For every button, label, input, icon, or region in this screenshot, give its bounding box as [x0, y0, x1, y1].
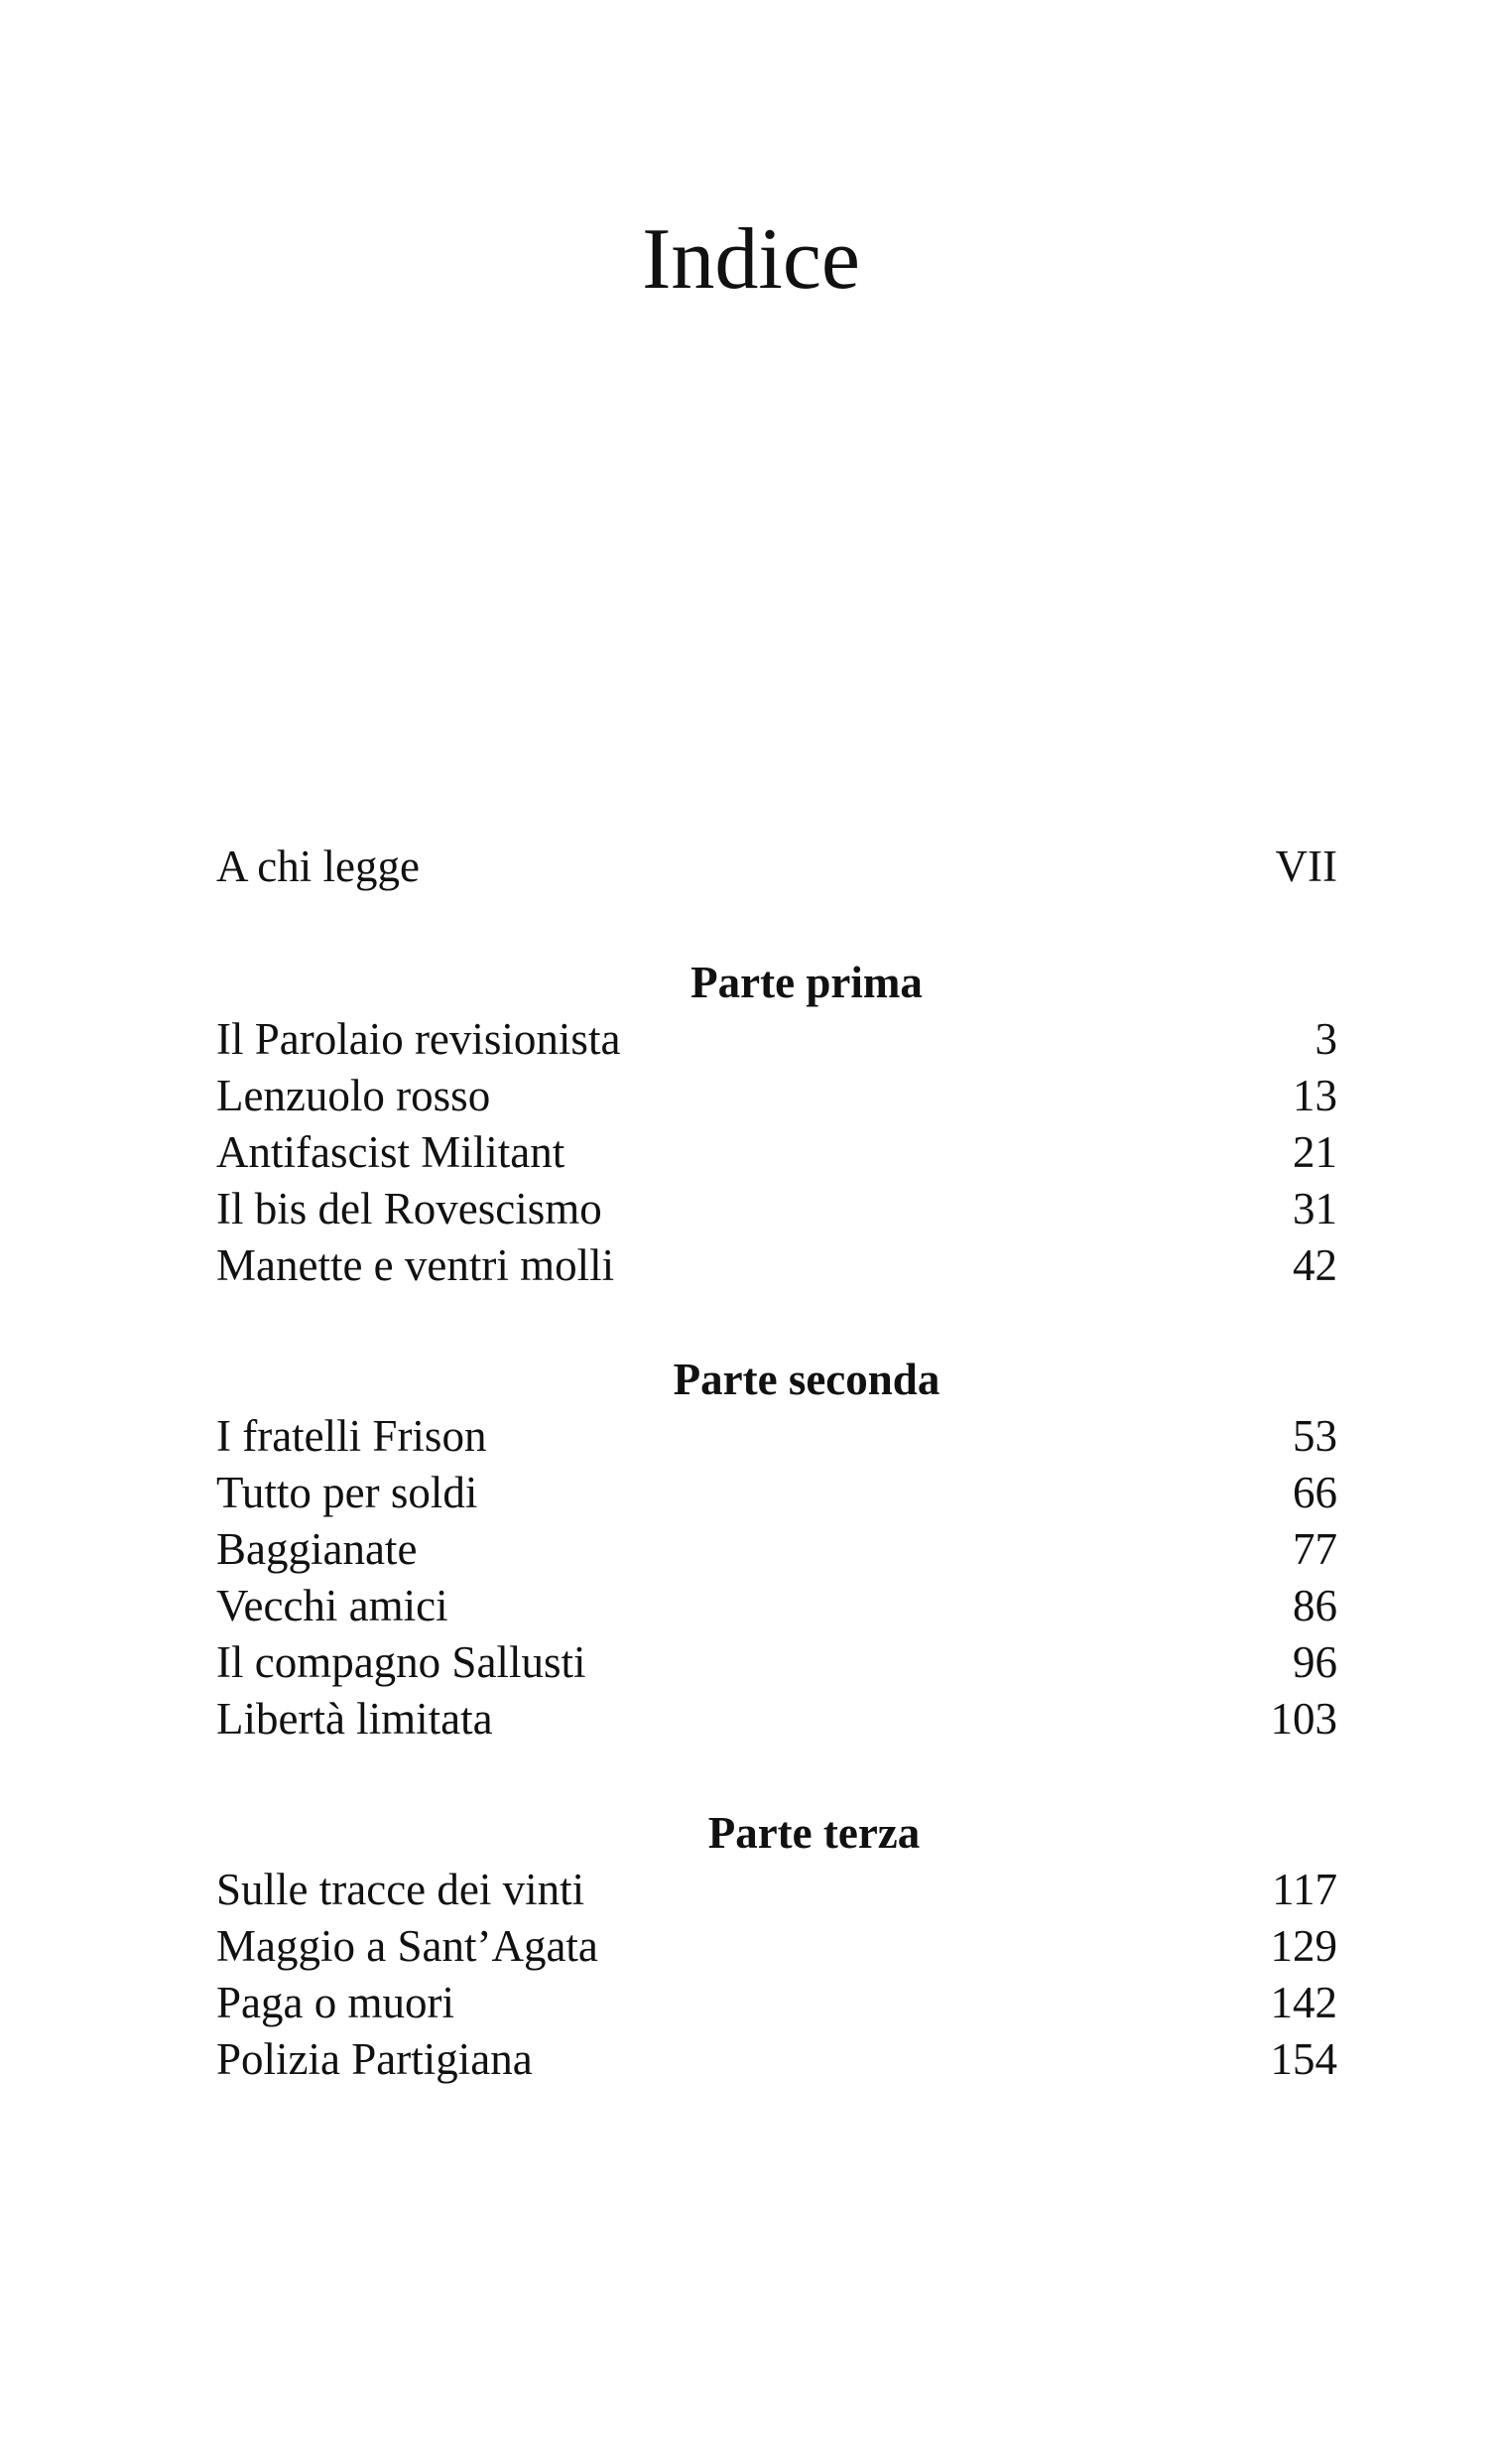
toc-entry-label: Libertà limitata	[216, 1694, 493, 1744]
toc-entry-label: Il bis del Rovescismo	[216, 1184, 602, 1233]
section-parte-prima	[216, 955, 1337, 1294]
toc-entry-label: Polizia Partigiana	[216, 2034, 533, 2084]
toc-entry	[216, 1918, 1337, 1975]
toc-entry-label: A chi legge	[216, 842, 420, 891]
toc-entry	[216, 1691, 1337, 1748]
toc-entry	[216, 1068, 1337, 1124]
toc-entry-label: Paga o muori	[216, 1978, 454, 2027]
toc-entry-page: 86	[1293, 1581, 1337, 1630]
toc-entry	[216, 1521, 1337, 1578]
page-title: Indice	[642, 211, 860, 308]
section-parte-seconda	[216, 1352, 1337, 1748]
toc-entry-page: 31	[1293, 1184, 1337, 1233]
toc-entry-page: 129	[1270, 1921, 1337, 1971]
toc-entry	[216, 1465, 1337, 1521]
toc-entry-label: Manette e ventri molli	[216, 1240, 615, 1290]
toc-entry	[216, 1578, 1337, 1634]
section-heading: Parte prima	[690, 958, 923, 1007]
section-heading: Parte terza	[707, 1808, 921, 1858]
toc-entry-page: 96	[1293, 1637, 1337, 1687]
toc-entry	[216, 1862, 1337, 1918]
toc-entry-label: Lenzuolo rosso	[216, 1071, 491, 1120]
toc-entry	[216, 1634, 1337, 1691]
toc-entry-page: 3	[1314, 1014, 1337, 1064]
toc-entry	[216, 1181, 1337, 1237]
toc-entry-page: 13	[1293, 1071, 1337, 1120]
toc-entry-label: Maggio a Sant’Agata	[216, 1921, 598, 1971]
toc-entry-label: Tutto per soldi	[216, 1468, 478, 1517]
toc-entry-page: 103	[1270, 1694, 1337, 1744]
toc-entry-page: 66	[1293, 1468, 1337, 1517]
toc-entry-intro	[216, 839, 1337, 895]
toc-entry-page: 77	[1293, 1524, 1337, 1574]
toc-entry	[216, 2031, 1337, 2088]
toc-entry-page: 117	[1272, 1865, 1337, 1914]
section-parte-terza	[216, 1805, 1337, 2088]
toc-entry-label: Il Parolaio revisionista	[216, 1014, 621, 1064]
toc-entry-label: Vecchi amici	[216, 1581, 448, 1630]
toc-entry-page: VII	[1275, 842, 1337, 891]
toc-entry	[216, 1124, 1337, 1181]
toc-entry	[216, 1011, 1337, 1068]
section-heading: Parte seconda	[673, 1355, 940, 1404]
toc-entry	[216, 1408, 1337, 1465]
table-of-contents	[216, 839, 1337, 2145]
toc-entry	[216, 1975, 1337, 2031]
toc-entry-page: 42	[1293, 1240, 1337, 1290]
toc-entry-label: Antifascist Militant	[216, 1127, 565, 1177]
toc-entry-page: 142	[1270, 1978, 1337, 2027]
toc-entry-label: I fratelli Frison	[216, 1411, 487, 1461]
toc-entry	[216, 1237, 1337, 1294]
toc-entry-page: 21	[1293, 1127, 1337, 1177]
toc-entry-page: 154	[1270, 2034, 1337, 2084]
toc-entry-label: Baggianate	[216, 1524, 418, 1574]
toc-entry-page: 53	[1293, 1411, 1337, 1461]
toc-entry-label: Sulle tracce dei vinti	[216, 1865, 585, 1914]
toc-entry-label: Il compagno Sallusti	[216, 1637, 586, 1687]
